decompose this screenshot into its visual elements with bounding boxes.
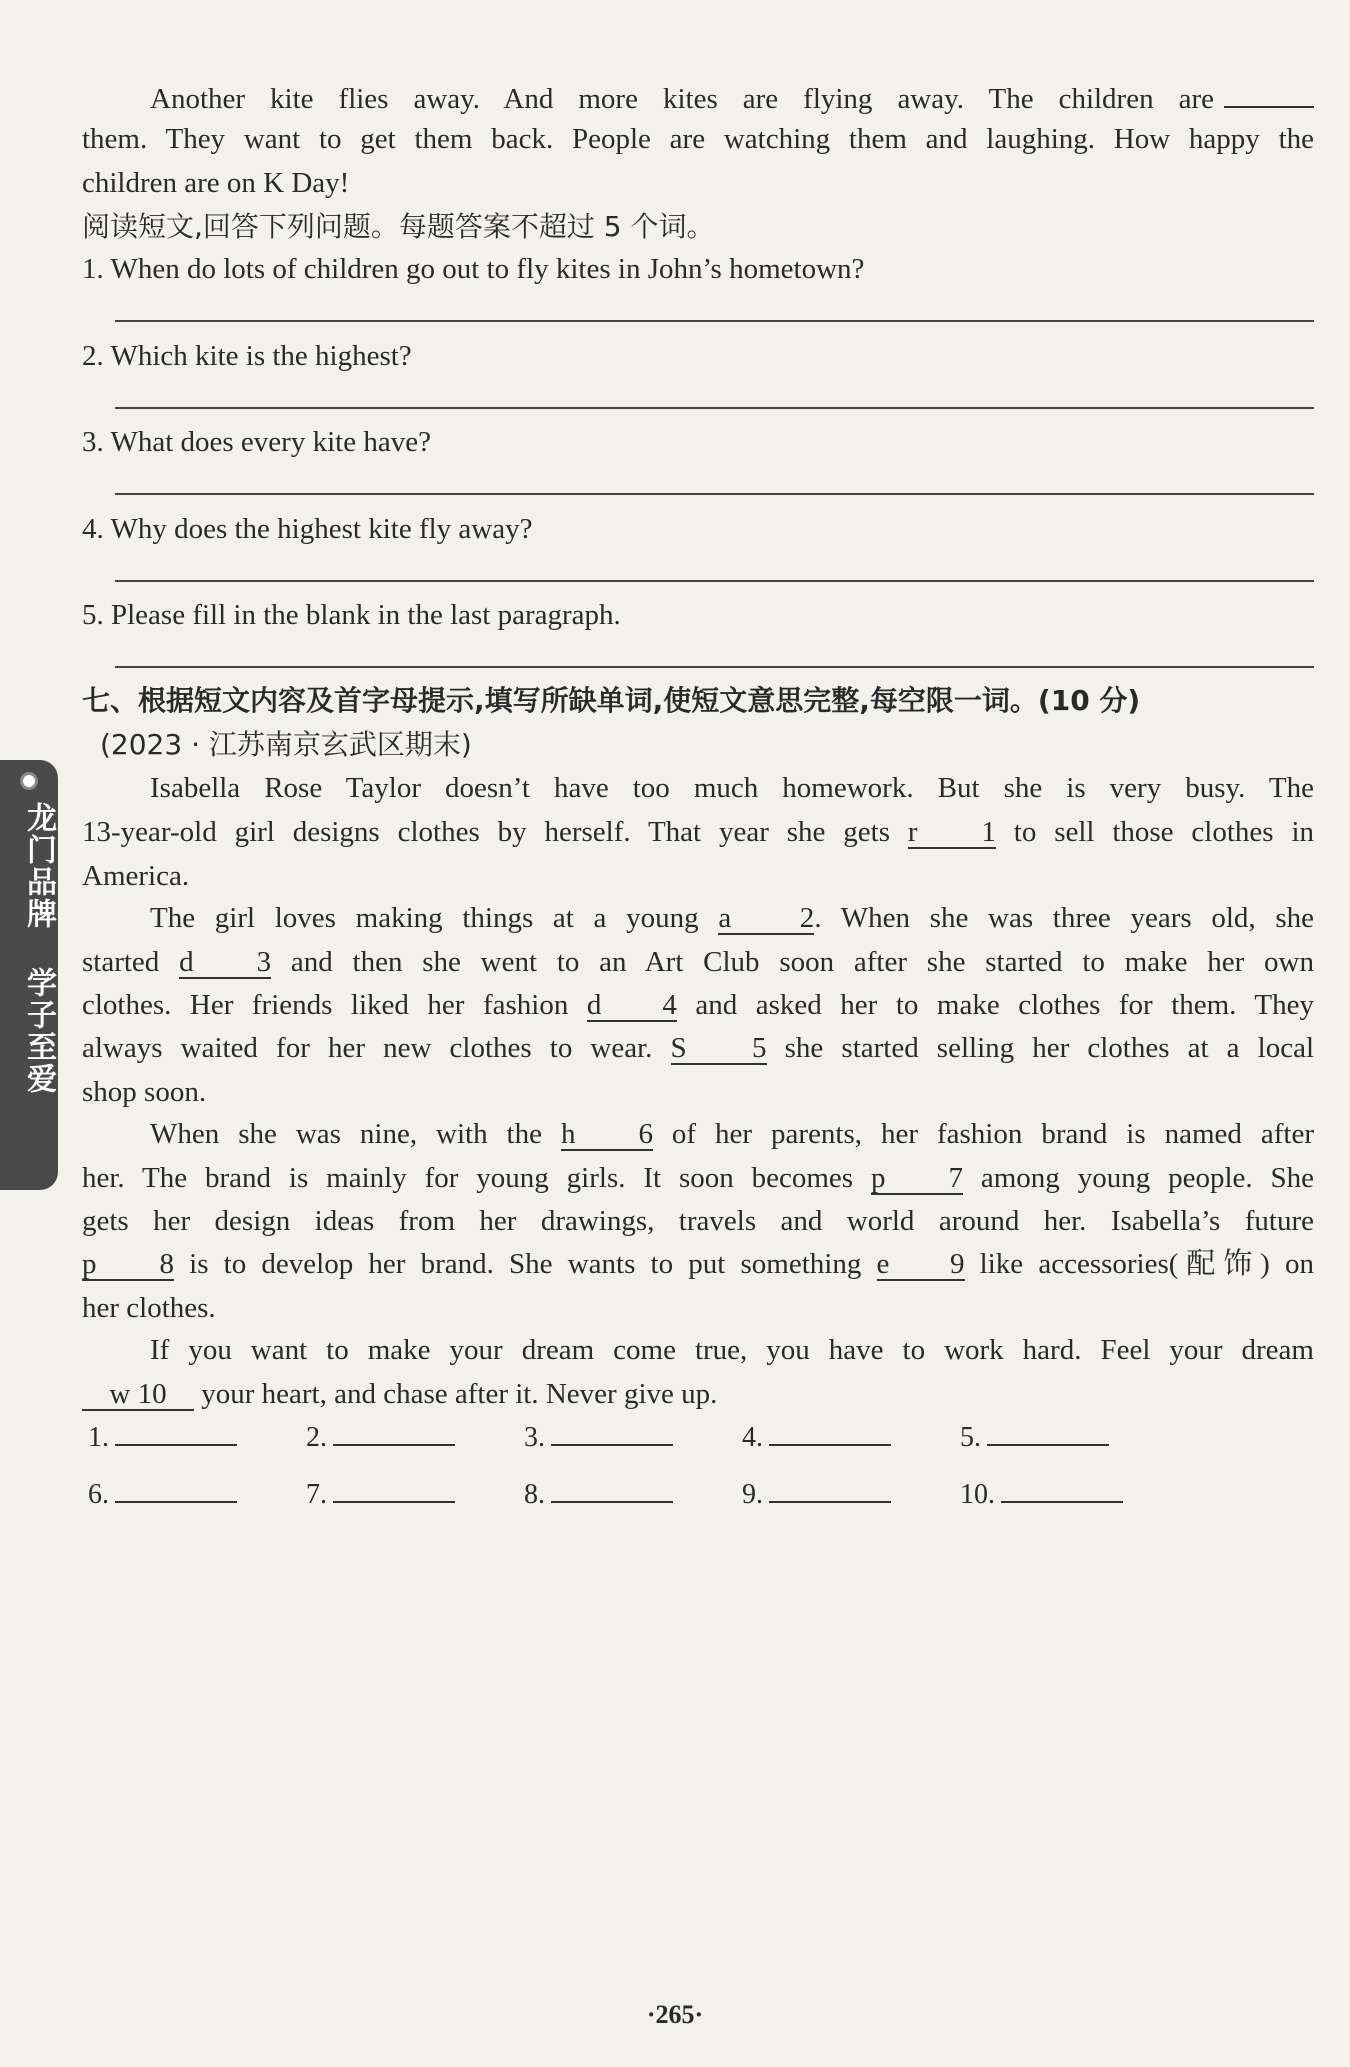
answer-cell[interactable]: 1. [88, 1418, 237, 1456]
answer-cell[interactable]: 4. [742, 1418, 891, 1456]
answer-line-1[interactable] [115, 320, 1314, 322]
passage-line: America. [82, 860, 190, 892]
answer-cell[interactable]: 8. [524, 1475, 673, 1513]
passage-line: her clothes. [82, 1292, 216, 1324]
answer-line-2[interactable] [115, 407, 1314, 409]
passage-line: them. They want to get them back. People are watching them and laughing. How happy the [82, 123, 1314, 155]
blank-3[interactable]: d 3 [179, 946, 272, 978]
passage-line: started d 3 and then she went to an Art Club soon after she started to make her own [82, 946, 1314, 978]
passage-line: her. The brand is mainly for young girls. It soon becomes p 7 among young people. She [82, 1162, 1315, 1194]
passage-line: w 10 your heart, and chase after it. Never give up. [82, 1375, 1314, 1413]
tab-dot-icon [20, 772, 38, 790]
passage-line: gets her design ideas from her drawings, travels and world around her. Isabella’s future [82, 1205, 1314, 1237]
page-number: ·265· [646, 2000, 704, 2029]
blank-10[interactable]: w 10 [82, 1379, 194, 1411]
answer-line-4[interactable] [115, 580, 1314, 582]
blank-4[interactable]: d 4 [586, 989, 677, 1021]
passage-line: Another kite flies away. And more kites are flying away. The children are [150, 76, 1314, 118]
answer-cell[interactable]: 2. [306, 1418, 455, 1456]
passage-line: When she was nine, with the h 6 of her parents, her fashion brand is named after [150, 1118, 1314, 1150]
question-2: 2. Which kite is the highest? [82, 340, 412, 372]
passage-line: If you want to make your dream come true, you have to work hard. Feel your dream [150, 1334, 1314, 1366]
blank-5[interactable]: S 5 [670, 1032, 767, 1064]
answer-cell[interactable]: 7. [306, 1475, 455, 1513]
blank-7[interactable]: p 7 [870, 1162, 963, 1194]
answer-cell[interactable]: 10. [960, 1475, 1123, 1513]
passage-line: p 8 is to develop her brand. She wants to put something e 9 like accessories(配饰) on [82, 1248, 1315, 1280]
answer-cell[interactable]: 5. [960, 1418, 1109, 1456]
blank-9[interactable]: e 9 [876, 1248, 965, 1280]
answer-cell[interactable]: 9. [742, 1475, 891, 1513]
question-1: 1. When do lots of children go out to fly kites in John’s hometown? [82, 253, 865, 285]
blank-1[interactable]: r 1 [907, 816, 996, 848]
brand-side-tab [0, 760, 58, 1190]
answer-line-5[interactable] [115, 666, 1314, 668]
passage-line: Isabella Rose Taylor doesn’t have too much homework. But she is very busy. The [150, 772, 1314, 804]
answer-cell[interactable]: 6. [88, 1475, 237, 1513]
question-5: 5. Please fill in the blank in the last paragraph. [82, 599, 621, 631]
blank-line[interactable] [1224, 76, 1314, 108]
section-7-title: 七、根据短文内容及首字母提示,填写所缺单词,使短文意思完整,每空限一词。(10 分) [82, 684, 1141, 717]
passage-line: children are on K Day! [82, 167, 350, 199]
blank-2[interactable]: a 2 [718, 902, 815, 934]
passage-line: always waited for her new clothes to wear. S 5 she started selling her clothes at a local [82, 1032, 1314, 1064]
section-7-source: (2023 · 江苏南京玄武区期末) [100, 728, 472, 761]
passage-line: clothes. Her friends liked her fashion d 4 and asked her to make clothes for them. They [82, 989, 1315, 1021]
question-3: 3. What does every kite have? [82, 426, 431, 458]
passage-line: The girl loves making things at a young a 2. When she was three years old, she [150, 902, 1314, 934]
reading-instruction: 阅读短文,回答下列问题。每题答案不超过 5 个词。 [82, 210, 715, 243]
passage-line: 13-year-old girl designs clothes by herself. That year she gets r 1 to sell those clothes in [82, 816, 1315, 848]
passage-line: shop soon. [82, 1076, 207, 1108]
answer-line-3[interactable] [115, 493, 1314, 495]
answer-cell[interactable]: 3. [524, 1418, 673, 1456]
blank-6[interactable]: h 6 [560, 1118, 653, 1150]
question-4: 4. Why does the highest kite fly away? [82, 513, 533, 545]
blank-8[interactable]: p 8 [82, 1248, 174, 1280]
brand-slogan: 龙门品牌 学子至爱 [21, 802, 56, 1095]
